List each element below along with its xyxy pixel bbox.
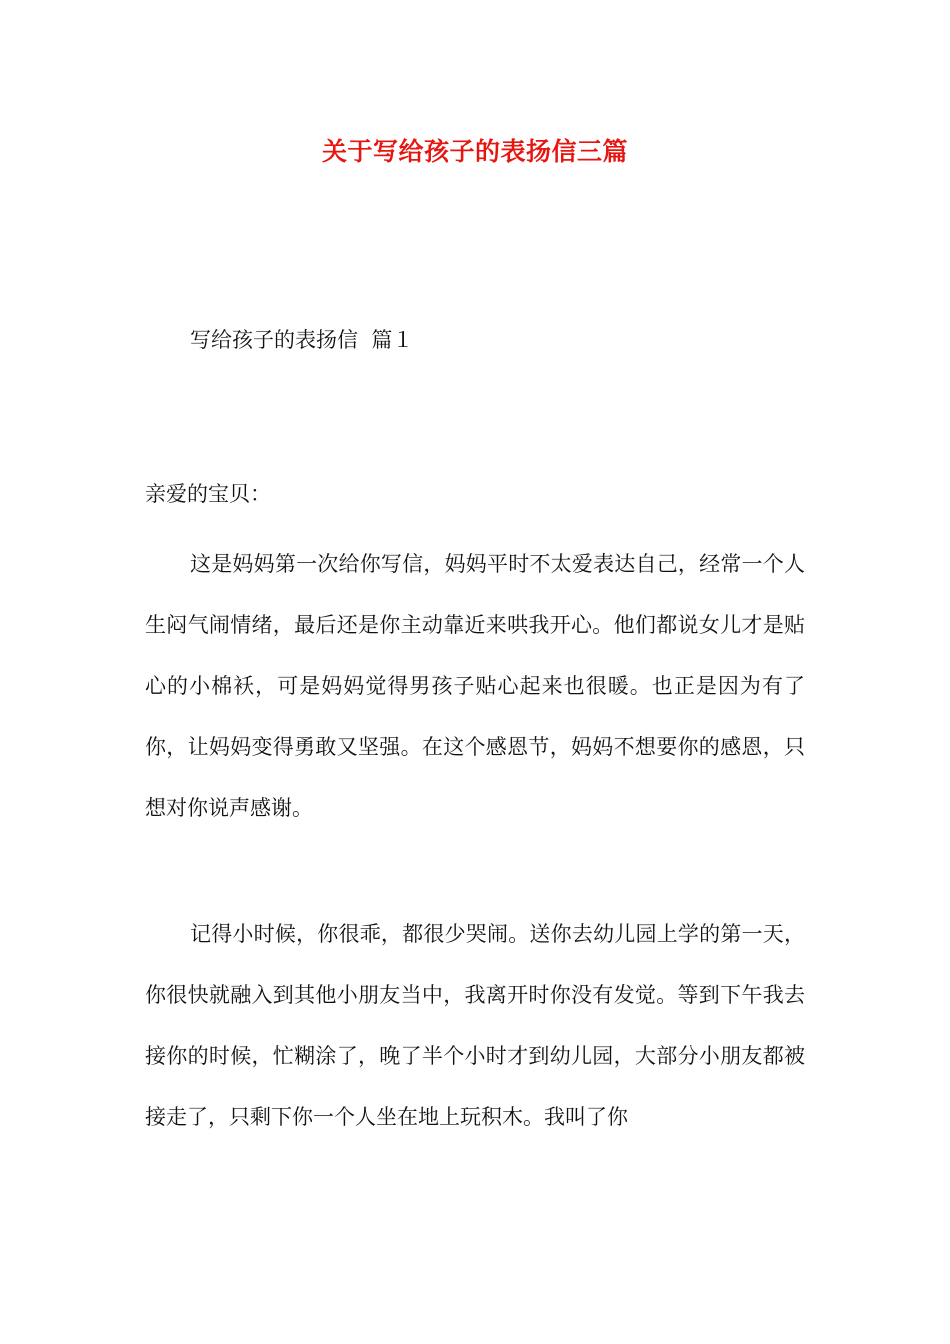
letter-salutation: 亲爱的宝贝：: [145, 482, 271, 506]
paragraph: 记得小时候，你很乖，都很少哭闹。送你去幼儿园上学的第一天，你很快就融入到其他小朋友当中，我离开时你没有发觉。等到下午我去接你的时候，忙糊涂了，晚了半个小时才到幼儿园，大部分小朋友都被接走了，只剩下你一个人坐在地上玩积木。我叫了你: [145, 922, 805, 1129]
section-heading: 写给孩子的表扬信 篇１: [190, 328, 414, 352]
paragraph: 这是妈妈第一次给你写信，妈妈平时不太爱表达自己，经常一个人生闷气闹情绪，最后还是你主动靠近来哄我开心。他们都说女儿才是贴心的小棉袄，可是妈妈觉得男孩子贴心起来也很暖。也正是因为有了你，让妈妈变得勇敢又坚强。在这个感恩节，妈妈不想要你的感恩，只想对你说声感谢。: [145, 552, 805, 820]
document-title: 关于写给孩子的表扬信三篇: [321, 137, 628, 166]
